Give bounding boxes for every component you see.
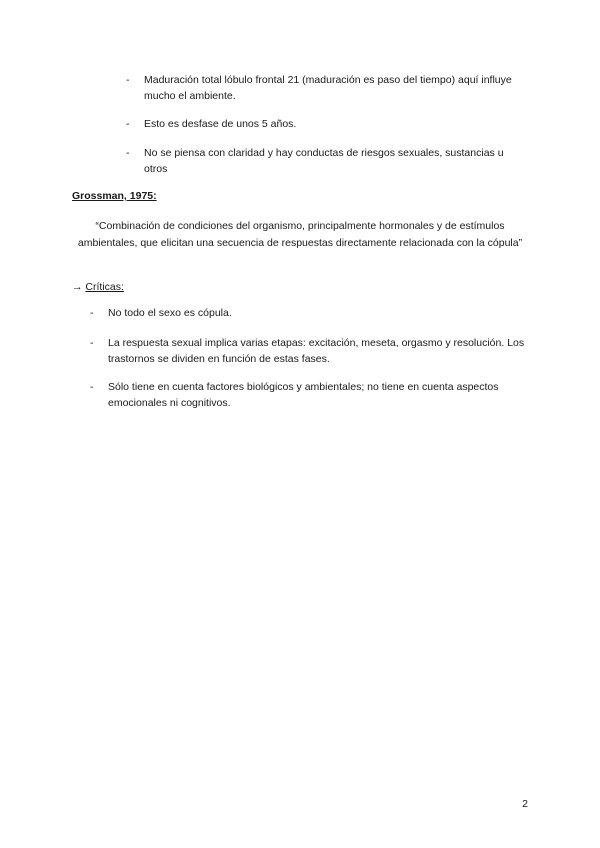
criticas-label: Críticas:	[85, 281, 124, 293]
bullet-text: Esto es desfase de unos 5 años.	[144, 118, 297, 130]
arrow-icon: →	[72, 281, 83, 293]
section-heading: Grossman, 1975:	[72, 190, 157, 202]
list-item	[126, 116, 528, 132]
definition-quote: “Combinación de condiciones del organismo, principalmente hormonales y de estímulos ambientales, que elicitan una secuencia de respuestas directamente relacionada con la cópula”	[77, 220, 523, 249]
bullet-text: Sólo tiene en cuenta factores biológicos y ambientales; no tiene en cuenta aspectos emocionales ni cognitivos.	[108, 381, 499, 409]
bullet-dash: -	[126, 118, 130, 130]
bullet-text: Maduración total lóbulo frontal 21 (maduración es paso del tiempo) aquí influye mucho el ambiente.	[144, 74, 512, 102]
bullet-dash: -	[126, 74, 130, 86]
list-item	[90, 335, 530, 367]
list-item	[90, 305, 530, 321]
bullet-text: No todo el sexo es cópula.	[108, 307, 232, 319]
bullet-dash: -	[90, 337, 94, 349]
page-number: 2	[522, 798, 528, 810]
list-item	[90, 379, 530, 411]
bullet-dash: -	[90, 307, 94, 319]
list-item	[126, 145, 528, 177]
list-item	[126, 72, 528, 104]
bullet-text: La respuesta sexual implica varias etapas: excitación, meseta, orgasmo y resolución. Los trastornos se dividen en función de estas fases.	[108, 337, 525, 365]
bullet-dash: -	[126, 147, 130, 159]
bullet-dash: -	[90, 381, 94, 393]
criticas-heading	[72, 279, 124, 295]
bullet-text: No se piensa con claridad y hay conductas de riesgos sexuales, sustancias u otros	[144, 147, 504, 175]
